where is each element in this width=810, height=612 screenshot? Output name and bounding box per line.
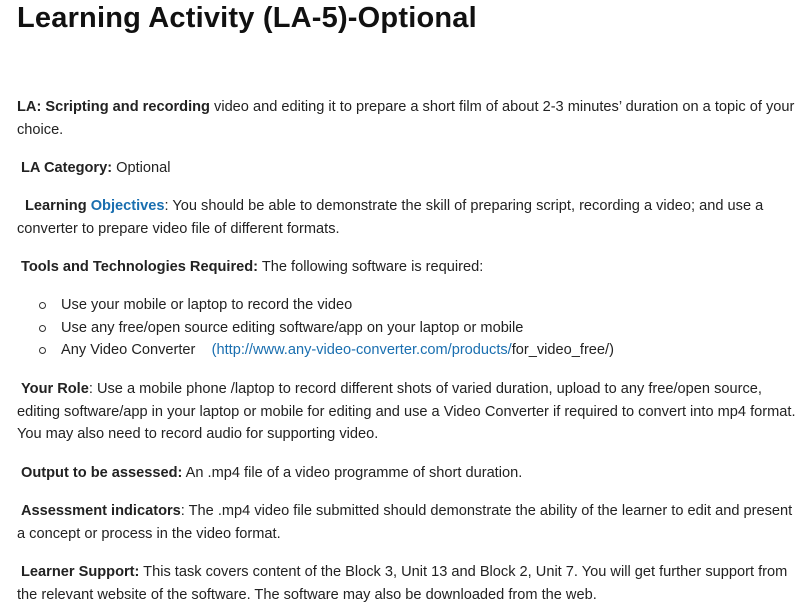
converter-suffix: for_video_free/) <box>511 342 614 358</box>
support-text: This task covers content of the Block 3, Unit 13 and Block 2, Unit 7. You will get further support from the relevant website of the software. The software may also be downloaded from the web. <box>17 564 788 603</box>
la-description <box>17 96 797 141</box>
converter-spacer <box>195 342 211 358</box>
la-text: video and editing it to prepare a short film of about 2-3 minutes’ duration on a topic of your choice. <box>17 99 795 138</box>
page-title: Learning Activity (LA-5)-Optional <box>17 2 477 34</box>
role-label: Your Role <box>21 381 89 397</box>
list-item <box>39 339 614 362</box>
la-label: LA: Scripting and recording <box>17 99 210 115</box>
assessment-indicators <box>17 500 797 545</box>
assessment-text: : The .mp4 video file submitted should demonstrate the ability of the learner to edit and present a concept or process in the video format. <box>17 503 793 542</box>
list-item <box>39 317 614 340</box>
your-role <box>17 378 797 446</box>
tools-list <box>17 294 614 362</box>
category-label: LA Category: <box>21 160 113 176</box>
converter-name: Any Video Converter <box>61 342 196 358</box>
tools-item-record: Use your mobile or laptop to record the video <box>61 297 353 313</box>
output-label: Output to be assessed: <box>21 465 183 481</box>
assessment-label: Assessment indicators <box>21 503 181 519</box>
objectives-text: : You should be able to demonstrate the skill of preparing script, recording a video; and use a converter to prepare video file of different formats. <box>17 198 764 237</box>
objectives-label: Learning <box>25 198 91 214</box>
output-text: An .mp4 file of a video programme of short duration. <box>182 465 523 481</box>
category-value: Optional <box>112 160 171 176</box>
la-category <box>17 157 801 180</box>
learning-objectives <box>17 195 797 240</box>
tools-text: The following software is required: <box>258 259 484 275</box>
circle-bullet-icon <box>39 302 46 309</box>
objectives-link[interactable]: Objectives <box>90 198 165 214</box>
tools-label: Tools and Technologies Required: <box>21 259 259 275</box>
circle-bullet-icon <box>39 325 46 332</box>
learner-support <box>17 561 797 606</box>
tools-required <box>17 256 801 279</box>
converter-link[interactable]: (http://www.any-video-converter.com/products/ <box>211 342 512 358</box>
list-item <box>39 294 614 317</box>
tools-item-editing: Use any free/open source editing software/app on your laptop or mobile <box>61 319 524 336</box>
output-assessed <box>17 462 801 485</box>
activity-page <box>17 0 803 603</box>
support-label: Learner Support: <box>21 564 140 580</box>
role-text: : Use a mobile phone /laptop to record different shots of varied duration, upload to any free/open source, editing software/app in your laptop or mobile for editing and use a Video Converter if required to convert into mp4 format. You may also need to record audio for supporting video. <box>17 381 796 442</box>
circle-bullet-icon <box>39 347 46 354</box>
